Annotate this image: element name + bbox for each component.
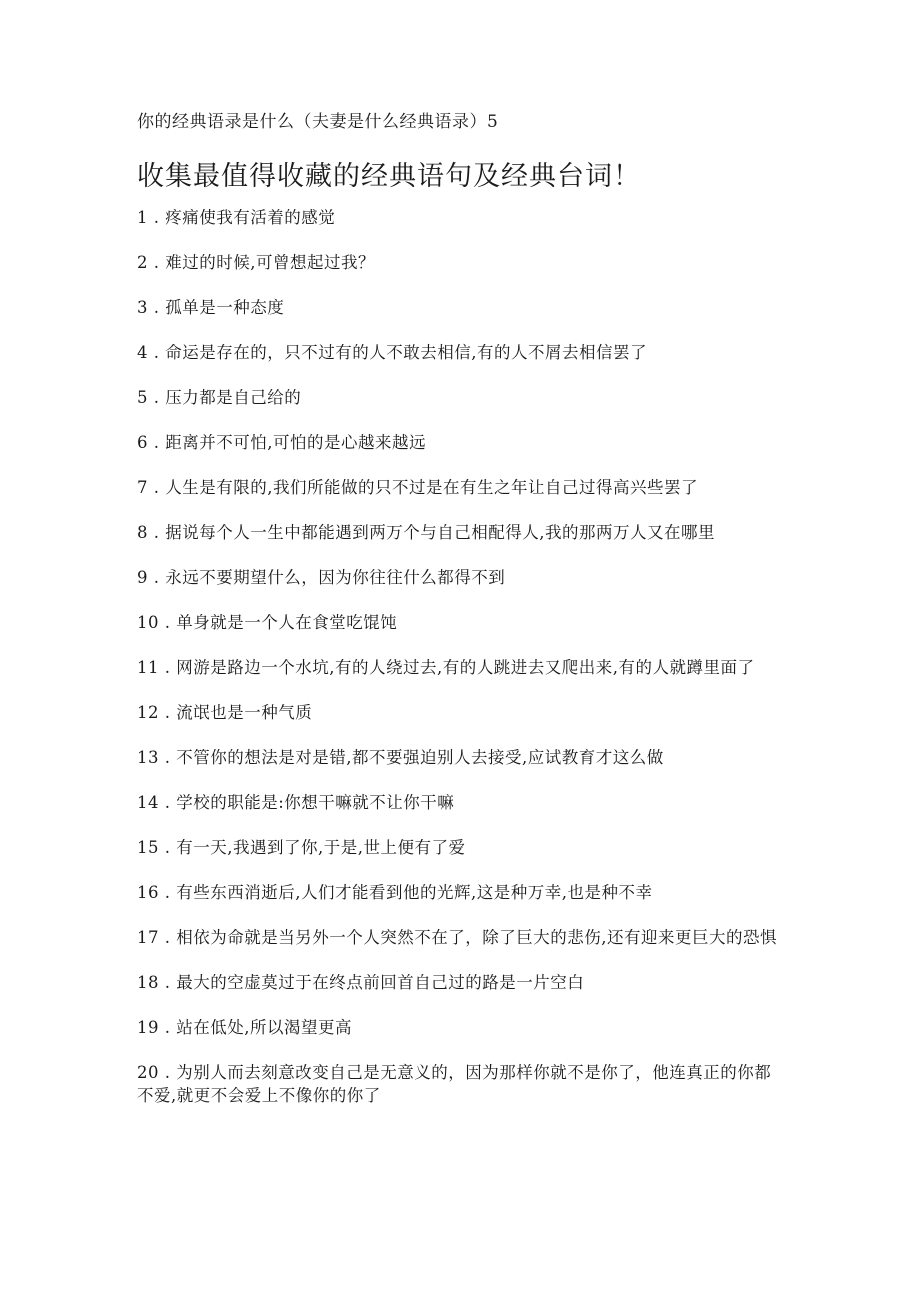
- list-item: [137, 206, 787, 229]
- list-item: [137, 386, 787, 409]
- document-header: 你的经典语录是什么（夫妻是什么经典语录）5: [137, 112, 499, 132]
- quote-number: 20 .: [137, 1063, 171, 1082]
- quote-number: 12 .: [137, 703, 171, 722]
- list-item: [137, 656, 787, 679]
- list-item: [137, 881, 787, 904]
- quote-text: 最大的空虚莫过于在终点前回首自己过的路是一片空白: [176, 973, 585, 992]
- list-item: [137, 1061, 787, 1107]
- quote-number: 11 .: [137, 658, 171, 677]
- quote-number: 5 .: [137, 388, 160, 407]
- quote-text: 距离并不可怕,可怕的是心越来越远: [165, 433, 426, 452]
- quote-number: 14 .: [137, 793, 171, 812]
- quote-text: 难过的时候,可曾想起过我？: [165, 253, 375, 272]
- quote-number: 10 .: [137, 613, 171, 632]
- document-title: 收集最值得收藏的经典语句及经典台词！: [137, 161, 641, 192]
- quote-text: 压力都是自己给的: [165, 388, 302, 407]
- list-item: [137, 566, 787, 589]
- list-item: [137, 836, 787, 859]
- quote-text: 网游是路边一个水坑,有的人绕过去,有的人跳进去又爬出来,有的人就蹲里面了: [176, 658, 755, 677]
- list-item: [137, 296, 787, 319]
- quote-number: 3 .: [137, 298, 160, 317]
- quote-number: 17 .: [137, 928, 171, 947]
- quote-number: 2 .: [137, 253, 160, 272]
- document-page: [137, 108, 787, 1129]
- quote-text: 学校的职能是:你想干嘛就不让你干嘛: [176, 793, 455, 812]
- quote-text: 有些东西消逝后,人们才能看到他的光辉,这是种万幸,也是种不幸: [176, 883, 653, 902]
- list-item: [137, 701, 787, 724]
- quote-text: 不管你的想法是对是错,都不要强迫别人去接受,应试教育才这么做: [176, 748, 664, 767]
- quote-number: 16 .: [137, 883, 171, 902]
- quote-number: 8 .: [137, 523, 160, 542]
- list-item: [137, 611, 787, 634]
- quote-text: 孤单是一种态度: [165, 298, 285, 317]
- quote-text: 站在低处,所以渴望更高: [176, 1018, 352, 1037]
- quote-number: 19 .: [137, 1018, 171, 1037]
- list-item: [137, 251, 787, 274]
- list-item: [137, 476, 787, 499]
- list-item: [137, 746, 787, 769]
- list-item: [137, 791, 787, 814]
- quote-text: 相依为命就是当另外一个人突然不在了，除了巨大的悲伤,还有迎来更巨大的恐惧: [176, 928, 777, 947]
- list-item: [137, 521, 787, 544]
- quote-number: 15 .: [137, 838, 171, 857]
- quote-number: 6 .: [137, 433, 160, 452]
- quote-text: 疼痛使我有活着的感觉: [165, 208, 336, 227]
- quote-text: 有一天,我遇到了你,于是,世上便有了爱: [176, 838, 466, 857]
- list-item: [137, 971, 787, 994]
- quote-number: 1 .: [137, 208, 160, 227]
- quote-text: 单身就是一个人在食堂吃馄饨: [176, 613, 398, 632]
- list-item: [137, 431, 787, 454]
- quote-text: 命运是存在的，只不过有的人不敢去相信,有的人不屑去相信罢了: [165, 343, 647, 362]
- quote-number: 7 .: [137, 478, 160, 497]
- quote-number: 9 .: [137, 568, 160, 587]
- quote-text: 人生是有限的,我们所能做的只不过是在有生之年让自己过得高兴些罢了: [165, 478, 698, 497]
- quote-text: 永远不要期望什么，因为你往往什么都得不到: [165, 568, 506, 587]
- quote-number: 18 .: [137, 973, 171, 992]
- quote-list: [137, 206, 787, 1107]
- list-item: [137, 926, 787, 949]
- quote-text: 为别人而去刻意改变自己是无意义的，因为那样你就不是你了，他连真正的你都不爱,就更不会爱上不像你的你了: [137, 1063, 772, 1105]
- quote-number: 13 .: [137, 748, 171, 767]
- quote-number: 4 .: [137, 343, 160, 362]
- quote-text: 据说每个人一生中都能遇到两万个与自己相配得人,我的那两万人又在哪里: [165, 523, 715, 542]
- list-item: [137, 341, 787, 364]
- list-item: [137, 1016, 787, 1039]
- quote-text: 流氓也是一种气质: [176, 703, 313, 722]
